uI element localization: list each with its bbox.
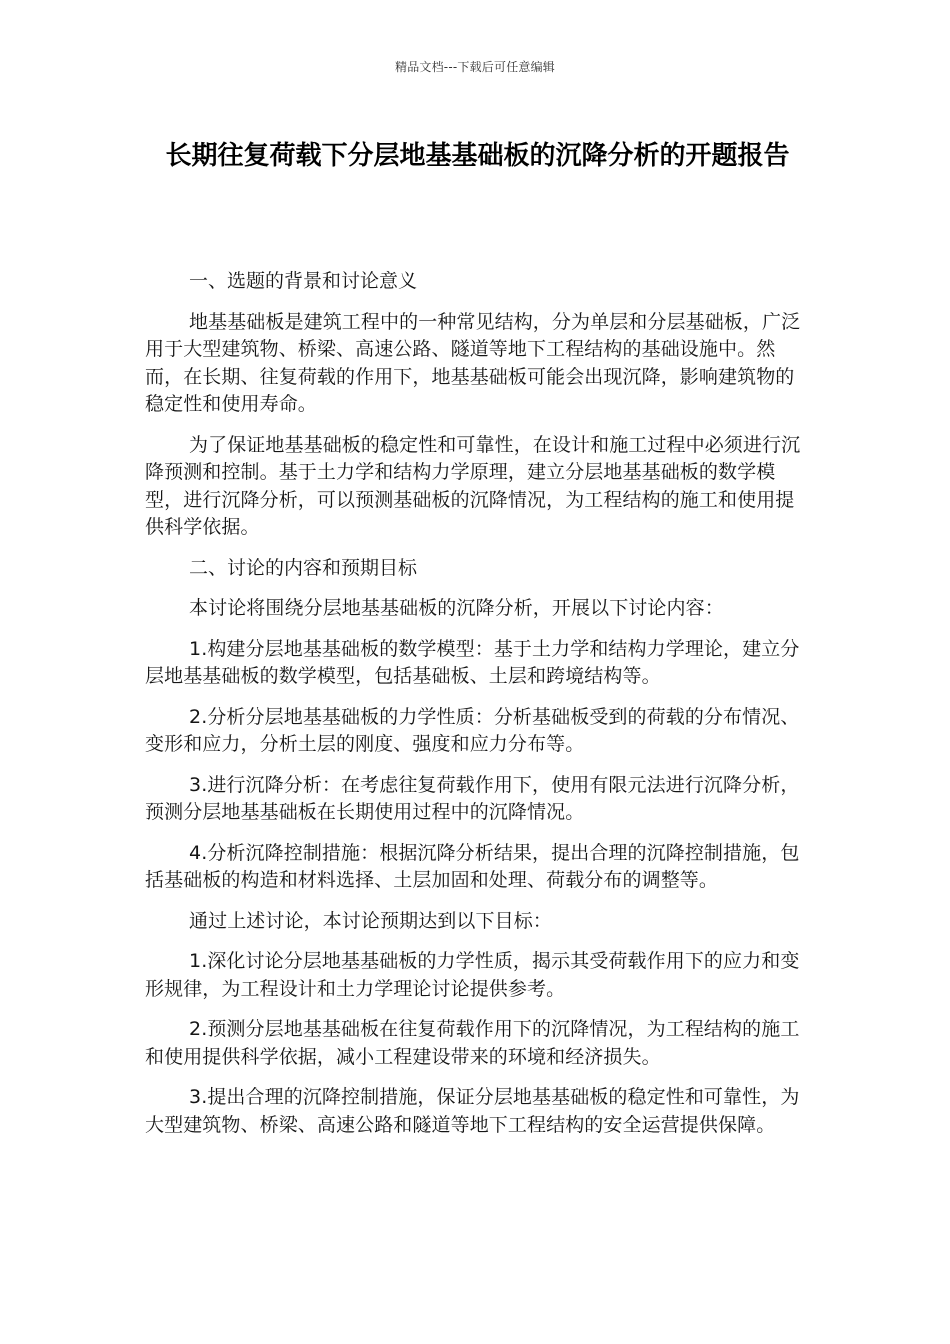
paragraph: 本讨论将围绕分层地基基础板的沉降分析，开展以下讨论内容： — [189, 597, 724, 619]
goal-item: 2.预测分层地基基础板在往复荷载作用下的沉降情况，为工程结构的施工和使用提供科学依据，减小工程建设带来的环境和经济损失。 — [145, 1018, 800, 1068]
content-item: 4.分析沉降控制措施：根据沉降分析结果，提出合理的沉降控制措施，包括基础板的构造和材料选择、土层加固和处理、荷载分布的调整等。 — [145, 841, 800, 891]
section-heading-content-goals: 二、讨论的内容和预期目标 — [189, 556, 418, 579]
content-item: 1.构建分层地基基础板的数学模型：基于土力学和结构力学理论，建立分层地基基础板的数学模型，包括基础板、土层和跨境结构等。 — [145, 637, 800, 687]
page-header: 精品文档---下载后可任意编辑 — [395, 60, 555, 74]
goal-item: 3.提出合理的沉降控制措施，保证分层地基基础板的稳定性和可靠性，为大型建筑物、桥梁、高速公路和隧道等地下工程结构的安全运营提供保障。 — [145, 1086, 800, 1136]
document-title: 长期往复荷载下分层地基基础板的沉降分析的开题报告 — [165, 141, 790, 171]
document-body — [145, 268, 805, 1152]
content-item: 2.分析分层地基基础板的力学性质：分析基础板受到的荷载的分布情况、变形和应力，分析土层的刚度、强度和应力分布等。 — [145, 705, 800, 755]
paragraph: 通过上述讨论，本讨论预期达到以下目标： — [189, 909, 552, 932]
goal-item: 1.深化讨论分层地基基础板的力学性质，揭示其受荷载作用下的应力和变形规律，为工程设计和土力学理论讨论提供参考。 — [145, 950, 800, 1000]
section-heading-background: 一、选题的背景和讨论意义 — [189, 270, 418, 292]
content-item: 3.进行沉降分析：在考虑往复荷载作用下，使用有限元法进行沉降分析，预测分层地基基础板在长期使用过程中的沉降情况。 — [145, 773, 800, 823]
paragraph: 地基基础板是建筑工程中的一种常见结构，分为单层和分层基础板，广泛用于大型建筑物、桥梁、高速公路、隧道等地下工程结构的基础设施中。然而，在长期、往复荷载的作用下，地基基础板可能会出现沉降，影响建筑物的稳定性和使用寿命。 — [145, 310, 801, 415]
paragraph: 为了保证地基基础板的稳定性和可靠性，在设计和施工过程中必须进行沉降预测和控制。基于土力学和结构力学原理，建立分层地基基础板的数学模型，进行沉降分析，可以预测基础板的沉降情况，为工程结构的施工和使用提供科学依据。 — [145, 433, 801, 538]
